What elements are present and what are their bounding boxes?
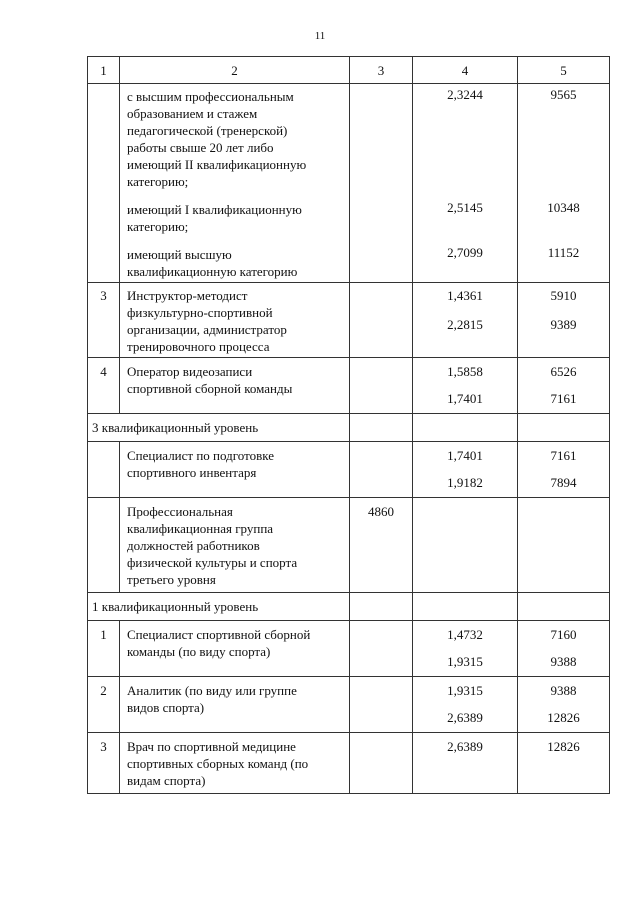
coefficient-cell xyxy=(413,621,518,677)
position-name xyxy=(120,733,350,794)
base-salary-cell xyxy=(350,84,413,283)
coefficient: 1,5858 xyxy=(447,364,483,379)
table-row xyxy=(88,358,610,414)
text-line: тренировочного процесса xyxy=(127,339,270,354)
text-line: видам спорта) xyxy=(127,773,206,788)
position-name xyxy=(120,442,350,498)
salary-cell xyxy=(518,283,610,358)
position-name xyxy=(120,84,350,283)
base-salary-cell xyxy=(350,283,413,358)
base-salary-cell xyxy=(350,621,413,677)
base-salary-cell xyxy=(350,442,413,498)
coefficient: 1,4361 xyxy=(447,288,483,303)
text-line: квалификационная группа xyxy=(127,521,274,536)
position-name xyxy=(120,677,350,733)
text-line: спортивной сборной команды xyxy=(127,381,293,396)
text-line: третьего уровня xyxy=(127,572,216,587)
qualification-level-row xyxy=(88,414,610,442)
salary: 9389 xyxy=(550,317,577,332)
text-line: должностей работников xyxy=(127,538,260,553)
salary: 9565 xyxy=(550,87,577,102)
qualification-level-row xyxy=(88,593,610,621)
text-line: имеющий II квалификационную xyxy=(127,157,307,172)
coefficient: 1,7401 xyxy=(447,391,483,406)
text-line: спортивных сборных команд (по xyxy=(127,756,309,771)
table-row xyxy=(88,283,610,358)
text-line: имеющий высшую xyxy=(127,247,232,262)
text-line: Профессиональная xyxy=(127,504,233,519)
table-row xyxy=(88,84,610,283)
text-line: спортивного инвентаря xyxy=(127,465,257,480)
text-line: Аналитик (по виду или группе xyxy=(127,683,297,698)
salary-cell xyxy=(518,84,610,283)
salary: 11152 xyxy=(547,245,580,260)
base-salary-cell xyxy=(350,733,413,794)
header-col-1: 1 xyxy=(88,57,120,84)
table-row xyxy=(88,733,610,794)
coefficient-cell xyxy=(413,84,518,283)
salary: 7161 xyxy=(550,448,577,463)
coefficient: 1,9182 xyxy=(447,475,483,490)
coefficient-cell xyxy=(413,593,518,621)
coefficient-cell xyxy=(413,414,518,442)
coefficient: 1,9315 xyxy=(447,654,483,669)
text-line: физкультурно-спортивной xyxy=(127,305,273,320)
salary-cell xyxy=(518,621,610,677)
salary-cell xyxy=(518,677,610,733)
coefficient: 1,9315 xyxy=(447,683,483,698)
row-number: 3 xyxy=(88,733,120,794)
salary-cell xyxy=(518,593,610,621)
salary: 7894 xyxy=(550,475,577,490)
salary: 9388 xyxy=(550,683,577,698)
coefficient: 2,6389 xyxy=(413,733,518,794)
text-line: видов спорта) xyxy=(127,700,205,715)
base-salary-cell xyxy=(350,414,413,442)
base-salary: 4860 xyxy=(350,498,413,593)
table-row xyxy=(88,498,610,593)
base-salary-cell xyxy=(350,358,413,414)
coefficient: 1,7401 xyxy=(447,448,483,463)
position-name xyxy=(120,621,350,677)
salary-table xyxy=(87,56,610,794)
qualification-level-label: 1 квалификационный уровень xyxy=(88,593,350,621)
row-number: 3 xyxy=(88,283,120,358)
coefficient-cell xyxy=(413,358,518,414)
row-number: 4 xyxy=(88,358,120,414)
text-line: педагогической (тренерской) xyxy=(127,123,288,138)
text-line: с высшим профессиональным xyxy=(127,89,294,104)
coefficient: 2,7099 xyxy=(447,245,483,260)
salary-cell xyxy=(518,498,610,593)
salary-cell xyxy=(518,414,610,442)
coefficient-cell xyxy=(413,283,518,358)
salary: 10348 xyxy=(547,200,580,215)
text-line: образованием и стажем xyxy=(127,106,258,121)
coefficient: 2,2815 xyxy=(447,317,483,332)
salary: 12826 xyxy=(547,710,580,725)
text-line: квалификационную категорию xyxy=(127,264,298,279)
text-line: Инструктор-методист xyxy=(127,288,248,303)
row-number: 2 xyxy=(88,677,120,733)
row-number xyxy=(88,498,120,593)
table-row xyxy=(88,442,610,498)
text-line: категорию; xyxy=(127,174,189,189)
salary: 7160 xyxy=(550,627,577,642)
page-number: 11 xyxy=(314,30,326,42)
text-line: организации, администратор xyxy=(127,322,287,337)
row-number xyxy=(88,442,120,498)
coefficient-cell xyxy=(413,498,518,593)
base-salary-cell xyxy=(350,677,413,733)
text-line: имеющий I квалификационную xyxy=(127,202,302,217)
text-line: работы свыше 20 лет либо xyxy=(127,140,274,155)
salary: 6526 xyxy=(550,364,577,379)
text-line: команды (по виду спорта) xyxy=(127,644,271,659)
text-line: Оператор видеозаписи xyxy=(127,364,253,379)
coefficient-cell xyxy=(413,677,518,733)
position-name xyxy=(120,358,350,414)
coefficient: 2,5145 xyxy=(447,200,483,215)
table-row xyxy=(88,621,610,677)
group-name xyxy=(120,498,350,593)
row-number xyxy=(88,84,120,283)
salary-cell xyxy=(518,442,610,498)
header-row xyxy=(88,57,610,84)
base-salary-cell xyxy=(350,593,413,621)
table-row xyxy=(88,677,610,733)
text-line: Врач по спортивной медицине xyxy=(127,739,296,754)
text-line: Специалист спортивной сборной xyxy=(127,627,311,642)
coefficient: 2,6389 xyxy=(447,710,483,725)
salary: 7161 xyxy=(550,391,577,406)
coefficient: 2,3244 xyxy=(447,87,483,102)
text-line: физической культуры и спорта xyxy=(127,555,298,570)
coefficient: 1,4732 xyxy=(447,627,483,642)
salary: 9388 xyxy=(550,654,577,669)
qualification-level-label: 3 квалификационный уровень xyxy=(88,414,350,442)
header-col-2: 2 xyxy=(120,57,350,84)
salary-cell xyxy=(518,358,610,414)
header-col-3: 3 xyxy=(350,57,413,84)
salary: 12826 xyxy=(518,733,610,794)
coefficient-cell xyxy=(413,442,518,498)
text-line: категорию; xyxy=(127,219,189,234)
position-name xyxy=(120,283,350,358)
salary: 5910 xyxy=(550,288,577,303)
header-col-5: 5 xyxy=(518,57,610,84)
row-number: 1 xyxy=(88,621,120,677)
header-col-4: 4 xyxy=(413,57,518,84)
text-line: Специалист по подготовке xyxy=(127,448,274,463)
